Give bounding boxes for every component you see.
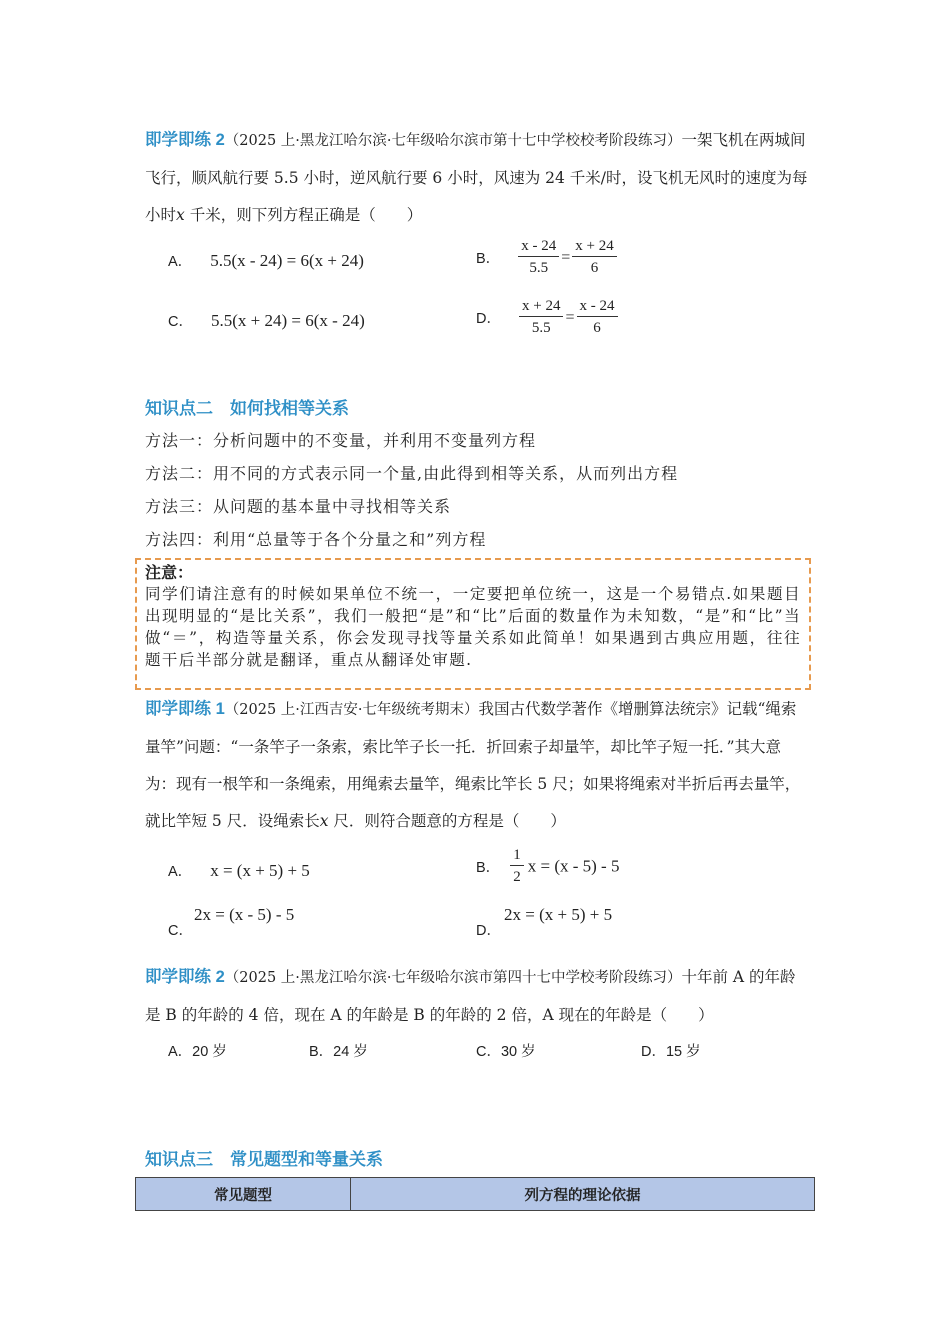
- option-expression: 5.5(x + 24) = 6(x - 24): [211, 311, 365, 330]
- question-label: 即学即练 1: [145, 700, 225, 718]
- option-letter: C．: [168, 923, 193, 939]
- numerator: x - 24: [577, 296, 618, 317]
- option-d[interactable]: [476, 905, 613, 939]
- option-expression: x = (x - 5) - 5: [527, 856, 620, 876]
- numerator: x + 24: [519, 296, 563, 317]
- option-c[interactable]: C．30 岁: [476, 1044, 536, 1060]
- note-title: 注意：: [145, 563, 194, 582]
- method-1: 方法一：分析问题中的不变量，并利用不变量列方程: [145, 431, 537, 450]
- option-b[interactable]: B．24 岁: [309, 1044, 368, 1060]
- method-2: 方法二：用不同的方式表示同一个量,由此得到相等关系，从而列出方程: [145, 464, 679, 483]
- method-4: 方法四：利用“总量等于各个分量之和”列方程: [145, 530, 487, 549]
- question-2: [145, 691, 810, 840]
- option-letter: A．: [168, 254, 193, 270]
- numerator: 1: [510, 845, 524, 866]
- option-a[interactable]: A．20 岁: [168, 1044, 227, 1060]
- variable: x: [176, 206, 185, 224]
- question-text-end: 尺．则符合题意的方程是（ ）: [328, 812, 566, 830]
- question-text-end: 千米，则下列方程正确是（ ）: [184, 206, 423, 224]
- numerator: x - 24: [518, 236, 559, 257]
- option-letter: D．: [476, 923, 501, 939]
- section-heading-2: 知识点二 如何找相等关系: [145, 399, 349, 418]
- option-letter: D．: [476, 311, 501, 327]
- denominator: 5.5: [529, 260, 549, 276]
- option-letter: A．: [168, 864, 193, 880]
- option-letter: B．: [476, 251, 501, 267]
- option-expression: 2x = (x + 5) + 5: [504, 905, 613, 924]
- variable: x: [319, 812, 329, 830]
- note-body: 同学们请注意有的时候如果单位不统一，一定要把单位统一，这是一个易错点.如果题目出现明显的“是比关系”，我们一般把“是”和“比”后面的数量作为未知数，“是”和“比”当做“＝”，构造等量关系，你会发现寻找等量关系如此简单！如果遇到古典应用题，往往题干后半部分就是翻译，重点从翻译处审题.: [145, 585, 801, 669]
- option-expression: 5.5(x - 24) = 6(x + 24): [210, 251, 364, 270]
- option-d[interactable]: D．15 岁: [641, 1044, 701, 1060]
- fraction-left: [518, 236, 559, 279]
- table-header-type: 常见题型: [136, 1178, 351, 1211]
- option-expression: 2x = (x - 5) - 5: [194, 905, 295, 924]
- option-c[interactable]: [168, 310, 365, 331]
- question-text: 十年前 A 的年龄是 B 的年龄的 4 倍，现在 A 的年龄是 B 的年龄的 2 倍，A 现在的年龄是（ ）: [145, 968, 796, 1024]
- question-text: 我国古代数学著作《增删算法统宗》记载“绳索量竿”问题：“一条竿子一条索，索比竿子长一托．折回索子却量竿，却比竿子短一托．”其大意为：现有一根竿和一条绳索，用绳索去量竿，绳索比竿长 5 尺；如果将绳索对半折后再去量竿，就比竿短 5 尺．设绳索长: [145, 700, 801, 830]
- numerator: x + 24: [572, 236, 616, 257]
- question-source: （2025 上·黑龙江哈尔滨·七年级哈尔滨市第十七中学校校考阶段练习）: [224, 133, 682, 149]
- table-header-basis: 列方程的理论依据: [351, 1178, 815, 1211]
- question-1: [145, 122, 810, 234]
- note-box: [135, 558, 811, 690]
- option-a[interactable]: [168, 250, 364, 271]
- question-3: [145, 959, 810, 1034]
- option-letter: C．: [168, 314, 193, 330]
- option-letter: B．: [476, 860, 501, 876]
- option-expression: x = (x + 5) + 5: [210, 861, 310, 880]
- option-d[interactable]: [476, 296, 618, 339]
- option-c[interactable]: [168, 905, 295, 939]
- denominator: 6: [593, 320, 601, 336]
- question-label: 即学即练 2: [145, 131, 225, 149]
- equals-sign: =: [561, 248, 571, 266]
- denominator: 2: [513, 869, 521, 885]
- equals-sign: =: [565, 308, 575, 326]
- table-header-row: [136, 1178, 815, 1211]
- question-text: 一架飞机在两城间飞行，顺风航行要 5.5 小时，逆风航行要 6 小时，风速为 24 千米/时，设飞机无风时的速度为每小时: [145, 131, 808, 224]
- fraction-left: [519, 296, 563, 339]
- question-source: （2025 上·黑龙江哈尔滨·七年级哈尔滨市第四十七中学校考阶段练习）: [224, 970, 682, 986]
- option-b[interactable]: [476, 845, 619, 888]
- fraction-right: [577, 296, 618, 339]
- denominator: 6: [590, 260, 599, 276]
- fraction-half: [510, 845, 524, 888]
- fraction-right: [572, 236, 616, 279]
- denominator: 5.5: [531, 320, 551, 336]
- section-heading-3: 知识点三 常见题型和等量关系: [145, 1150, 383, 1169]
- option-a[interactable]: [168, 860, 310, 881]
- question-label: 即学即练 2: [145, 968, 225, 986]
- question-source: （2025 上·江西吉安·七年级统考期末）: [224, 702, 479, 718]
- option-b[interactable]: [476, 236, 617, 279]
- relation-table: [135, 1177, 815, 1211]
- method-3: 方法三：从问题的基本量中寻找相等关系: [145, 497, 452, 516]
